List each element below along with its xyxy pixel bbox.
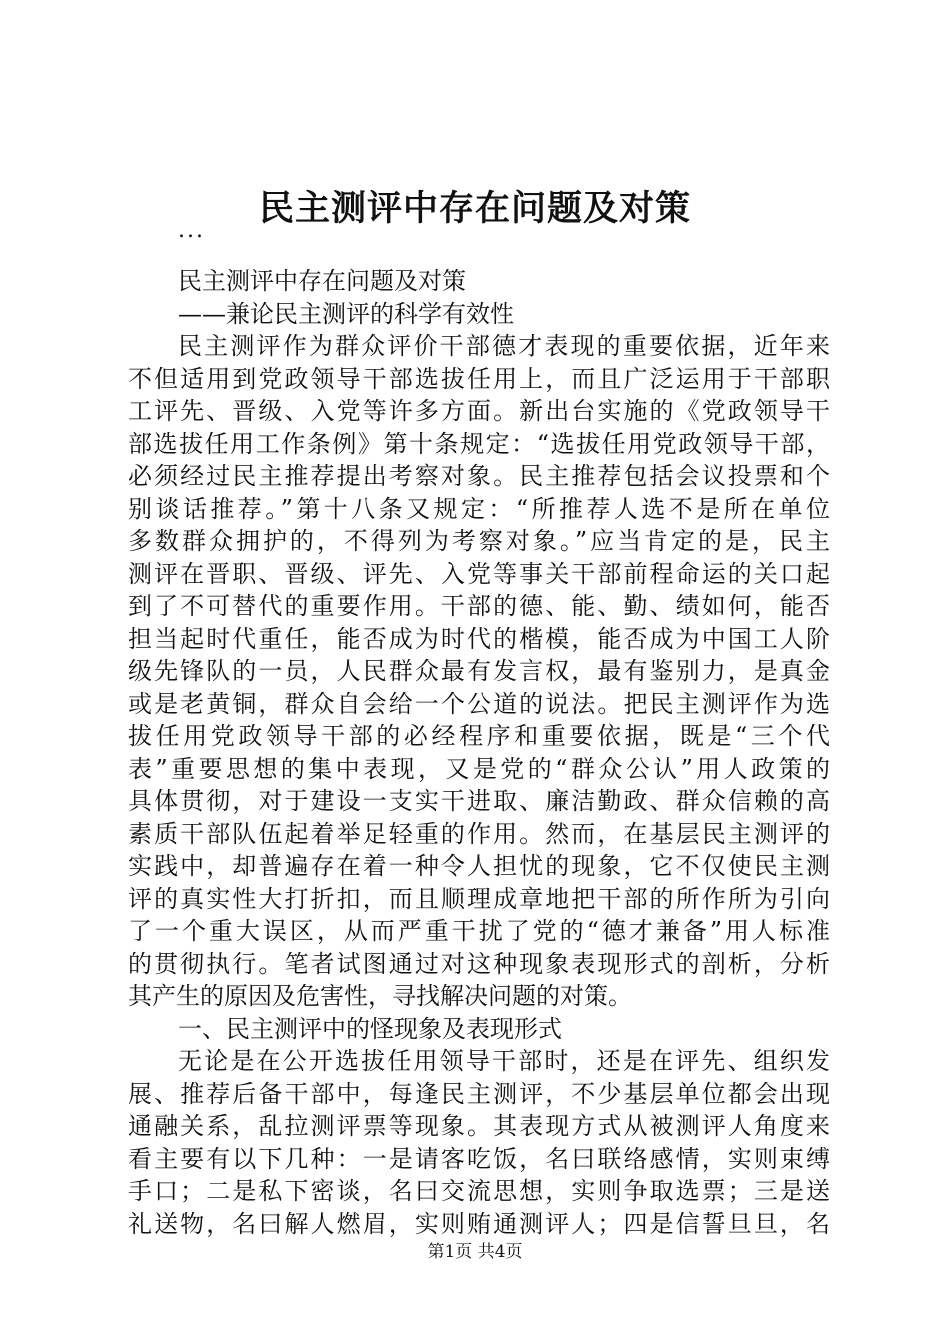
paragraph-line: 民主测评作为群众评价干部德才表现的重要依据，近年来 [178,332,830,360]
paragraph-line: 别谈话推荐。”第十八条又规定：“所推荐人选不是所在单位 [128,494,830,523]
paragraph-line: 的贯彻执行。笔者试图通过对这种现象表现形式的剖析，分析 [128,949,830,978]
ellipsis-marker: ... [178,218,205,243]
paragraph-line: 部选拔任用工作条例》第十条规定：“选拔任用党政领导干部， [128,429,830,458]
paragraph-line: 礼送物，名曰解人燃眉，实则贿通测评人；四是信誓旦旦，名 [128,1209,830,1238]
paragraph-line: 工评先、晋级、入党等许多方面。新出台实施的《党政领导干 [128,397,830,425]
paragraph-line: 拔任用党政领导干部的必经程序和重要依据，既是“三个代 [128,722,830,750]
document-title: 民主测评中存在问题及对策 [258,188,691,229]
paragraph-line: 其产生的原因及危害性，寻找解决问题的对策。 [128,982,632,1010]
paragraph-line: 具体贯彻，对于建设一支实干进取、廉洁勤政、群众信赖的高 [128,787,830,815]
paragraph-line: 担当起时代重任，能否成为时代的楷模，能否成为中国工人阶 [128,624,830,653]
paragraph-line: 到了不可替代的重要作用。干部的德、能、勤、绩如何，能否 [128,592,830,620]
paragraph-line: 或是老黄铜，群众自会给一个公道的说法。把民主测评作为选 [128,689,830,718]
paragraph-line: 必须经过民主推荐提出考察对象。民主推荐包括会议投票和个 [128,462,830,490]
paragraph-line: 了一个重大误区，从而严重干扰了党的“德才兼备”用人标准 [128,917,830,945]
paragraph-line: 通融关系，乱拉测评票等现象。其表现方式从被测评人角度来 [128,1112,830,1140]
subtitle-line: ——兼论民主测评的科学有效性 [178,299,514,328]
paragraph-line: 评的真实性大打折扣，而且顺理成章地把干部的所作所为引向 [128,884,830,913]
document-body [128,265,830,1240]
paragraph-line: 测评在晋职、晋级、评先、入党等事关干部前程命运的关口起 [128,559,830,588]
paragraph-line: 表”重要思想的集中表现，又是党的“群众公认”用人政策的 [128,754,830,783]
paragraph-line: 级先锋队的一员，人民群众最有发言权，最有鉴别力，是真金 [128,657,830,685]
paragraph-line: 手口；二是私下密谈，名曰交流思想，实则争取选票；三是送 [128,1177,830,1205]
section-heading: 一、民主测评中的怪现象及表现形式 [178,1014,562,1043]
paragraph-line: 实践中，却普遍存在着一种令人担忧的现象，它不仅使民主测 [128,852,830,880]
paragraph-line: 多数群众拥护的，不得列为考察对象。”应当肯定的是，民主 [128,527,830,555]
subtitle-line: 民主测评中存在问题及对策 [178,267,466,295]
paragraph-line: 无论是在公开选拔任用领导干部时，还是在评先、组织发 [178,1047,830,1075]
paragraph-line: 看主要有以下几种：一是请客吃饭，名曰联络感情，实则束缚 [128,1144,830,1173]
paragraph-line: 不但适用到党政领导干部选拔任用上，而且广泛运用于干部职 [128,364,830,393]
paragraph-line: 素质干部队伍起着举足轻重的作用。然而，在基层民主测评的 [128,819,830,848]
page-footer: 第1页 共4页 [427,1242,523,1262]
paragraph-line: 展、推荐后备干部中，每逢民主测评，不少基层单位都会出现 [128,1079,830,1108]
